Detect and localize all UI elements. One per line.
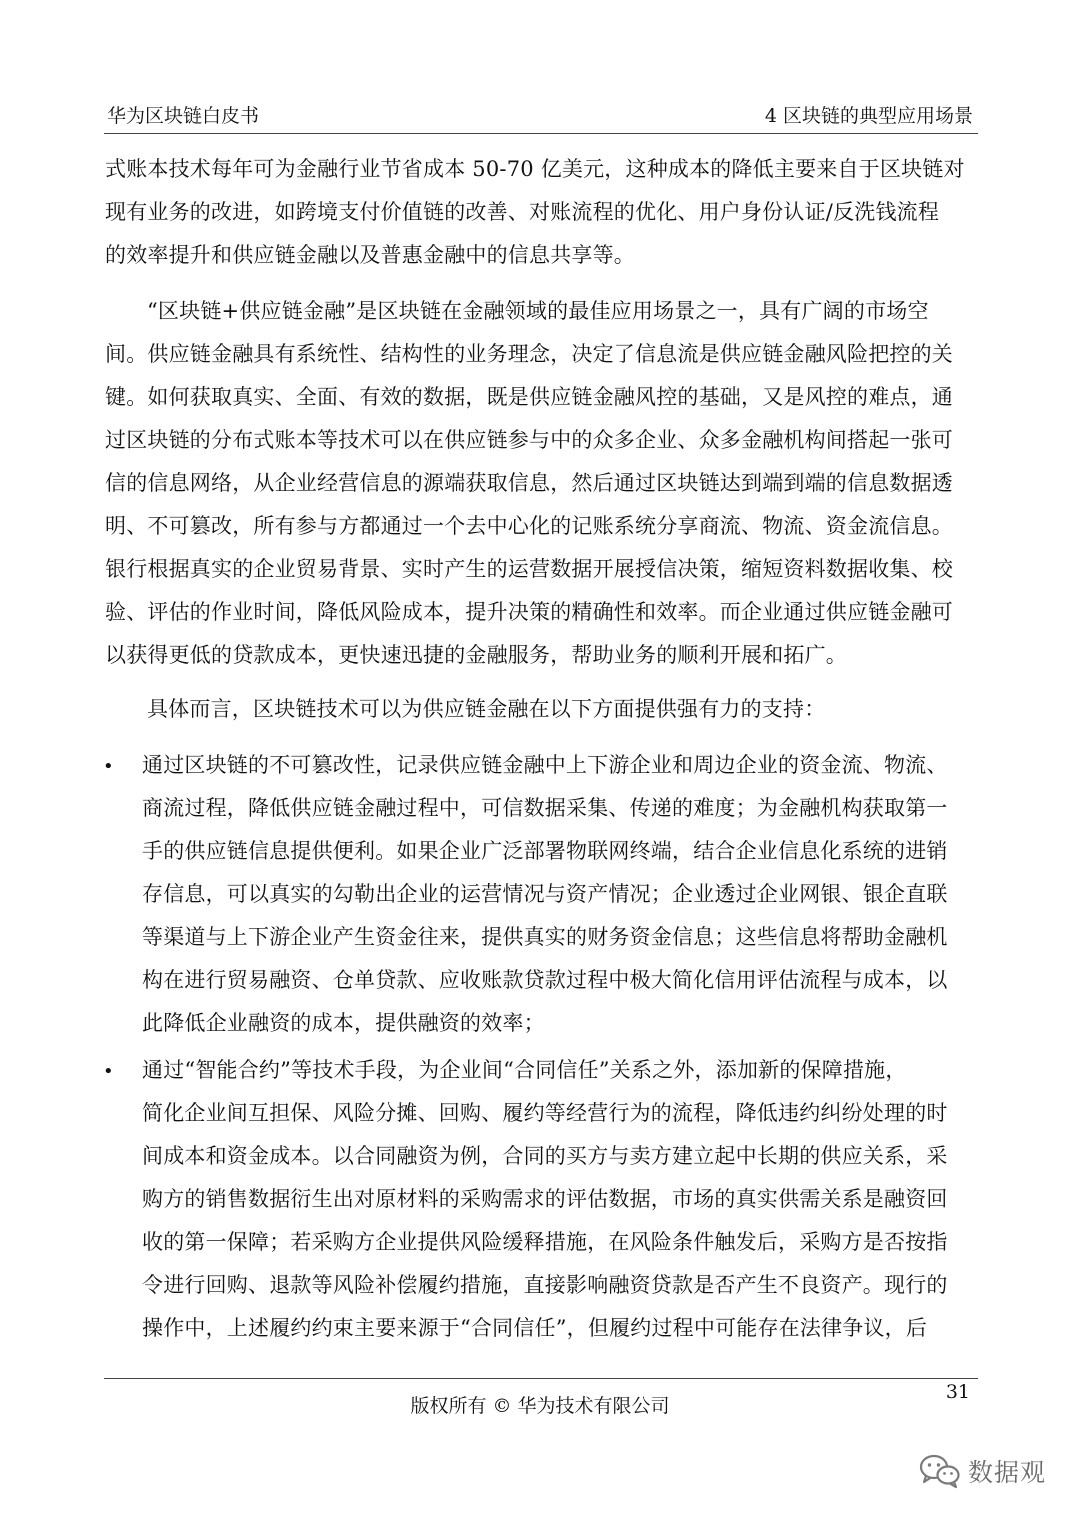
bullet-1-line: 等渠道与上下游企业产生资金往来，提供真实的财务资金信息；这些信息将帮助金融机 xyxy=(142,925,948,949)
footer-rule xyxy=(104,1378,978,1379)
bullet-1-line: 构在进行贸易融资、仓单贷款、应收账款贷款过程中极大简化信用评估流程与成本，以 xyxy=(142,968,948,992)
header-title: 华为区块链白皮书 xyxy=(107,105,260,127)
bullet-2-line: 操作中，上述履约约束主要来源于“合同信任”，但履约过程中可能存在法律争议，后 xyxy=(142,1316,928,1340)
wechat-icon xyxy=(918,1452,962,1490)
paragraph-2-line: 验、评估的作业时间，降低风险成本，提升决策的精确性和效率。而企业通过供应链金融可 xyxy=(105,600,953,624)
bullet-2-line: 通过“智能合约”等技术手段，为企业间“合同信任”关系之外，添加新的保障措施， xyxy=(142,1058,907,1082)
paragraph-1-line: 现有业务的改进，如跨境支付价值链的改善、对账流程的优化、用户身份认证/反洗钱流程 xyxy=(105,200,940,224)
bullet-1-line: 手的供应链信息提供便利。如果企业广泛部署物联网终端，结合企业信息化系统的进销 xyxy=(142,839,948,863)
watermark-text: 数据观 xyxy=(968,1458,1047,1487)
paragraph-2-line: 过区块链的分布式账本等技术可以在供应链参与中的众多企业、众多金融机构间搭起一张可 xyxy=(105,428,953,452)
paragraph-2-line: 银行根据真实的企业贸易背景、实时产生的运营数据开展授信决策，缩短资料数据收集、校 xyxy=(105,557,953,581)
bullet-2-line: 简化企业间互担保、风险分摊、回购、履约等经营行为的流程，降低违约纠纷处理的时 xyxy=(142,1101,948,1125)
watermark xyxy=(918,1448,1046,1494)
paragraph-2-line: 信的信息网络，从企业经营信息的源端获取信息，然后通过区块链达到端到端的信息数据透 xyxy=(105,471,953,495)
bullet-1-line: 此降低企业融资的成本，提供融资的效率； xyxy=(142,1011,545,1035)
page-number: 31 xyxy=(945,1381,970,1403)
paragraph-1-line: 式账本技术每年可为金融行业节省成本 50-70 亿美元，这种成本的降低主要来自于区块链对 xyxy=(105,157,965,181)
bullet-marker: • xyxy=(103,1061,114,1082)
paragraph-2-line: 间。供应链金融具有系统性、结构性的业务理念，决定了信息流是供应链金融风险把控的关 xyxy=(105,342,953,366)
bullet-2-line: 收的第一保障；若采购方企业提供风险缓释措施，在风险条件触发后，采购方是否按指 xyxy=(142,1230,948,1254)
bullet-2-line: 购方的销售数据衍生出对原材料的采购需求的评估数据，市场的真实供需关系是融资回 xyxy=(142,1187,948,1211)
paragraph-2-line: 明、不可篡改，所有参与方都通过一个去中心化的记账系统分享商流、物流、资金流信息。 xyxy=(105,514,953,538)
paragraph-2-line: 以获得更低的贷款成本，更快速迅捷的金融服务，帮助业务的顺利开展和拓广。 xyxy=(105,643,847,667)
bullet-2-line: 间成本和资金成本。以合同融资为例，合同的买方与卖方建立起中长期的供应关系，采 xyxy=(142,1144,948,1168)
copyright-notice: 版权所有 © 华为技术有限公司 xyxy=(410,1395,670,1417)
paragraph-2-line: “区块链+供应链金融”是区块链在金融领域的最佳应用场景之一，具有广阔的市场空 xyxy=(147,299,929,323)
paragraph-3-line: 具体而言，区块链技术可以为供应链金融在以下方面提供强有力的支持： xyxy=(147,697,826,721)
paragraph-2-line: 键。如何获取真实、全面、有效的数据，既是供应链金融风控的基础，又是风控的难点，通 xyxy=(105,385,953,409)
bullet-2-line: 令进行回购、退款等风险补偿履约措施，直接影响融资贷款是否产生不良资产。现行的 xyxy=(142,1273,948,1297)
paragraph-1-line: 的效率提升和供应链金融以及普惠金融中的信息共享等。 xyxy=(105,243,635,267)
bullet-1-line: 商流过程，降低供应链金融过程中，可信数据采集、传递的难度；为金融机构获取第一 xyxy=(142,796,948,820)
bullet-1-line: 存信息，可以真实的勾勒出企业的运营情况与资产情况；企业透过企业网银、银企直联 xyxy=(142,882,948,906)
bullet-1-line: 通过区块链的不可篡改性，记录供应链金融中上下游企业和周边企业的资金流、物流、 xyxy=(142,753,948,777)
header-section: 4 区块链的典型应用场景 xyxy=(764,105,973,127)
bullet-marker: • xyxy=(103,756,114,777)
header-rule xyxy=(104,133,978,134)
